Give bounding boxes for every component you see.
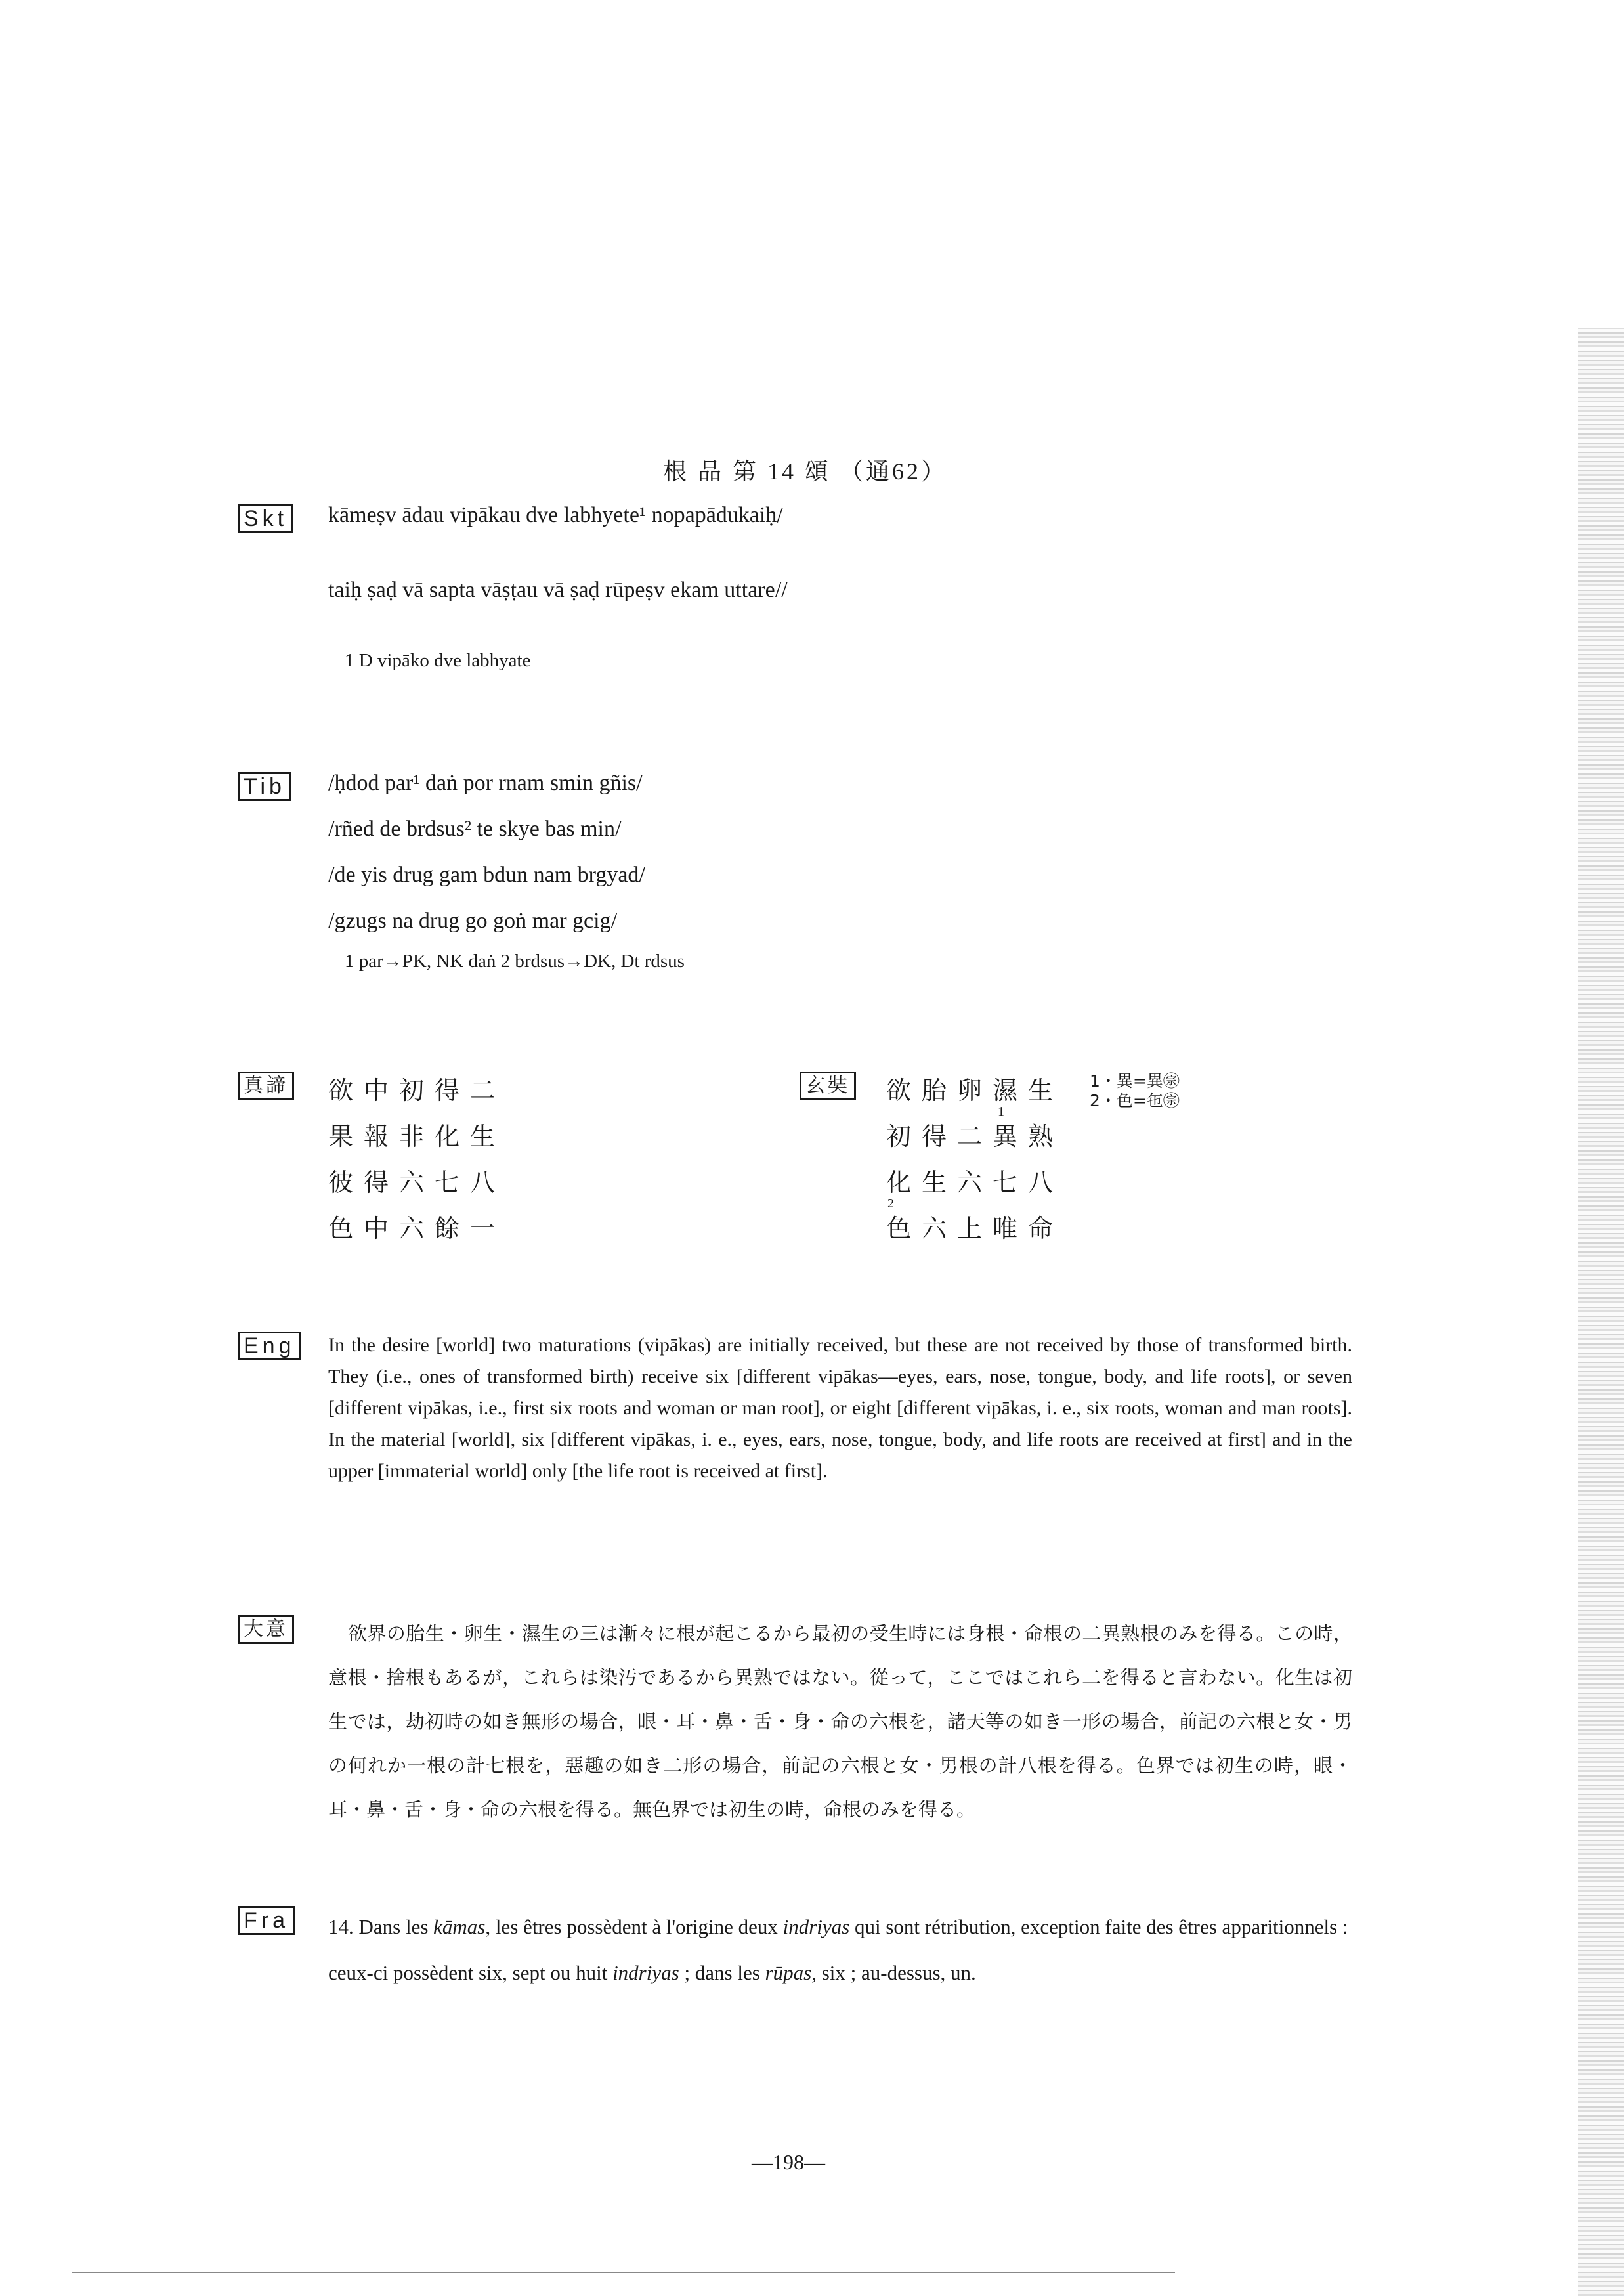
shintai-label: 真諦 <box>238 1072 294 1100</box>
eng-paragraph: In the desire [world] two maturations (vipākas) are initially received, but these are not received by those of transformed birth. They (i.e., ones of transformed birth) receive six [different vipākas—eyes, ears, nose, tongue, body, and life roots], or seven [different vipākas, i.e., first six roots and woman or man root], or eight [different vipākas, i. e., six roots, woman and man roots]. In the material [world], six [different vipākas, i. e., eyes, ears, nose, tongue, body, and life roots are received at first] and in the upper [immaterial world] only [the life root is received at first]. <box>328 1334 1352 1482</box>
tib-label: Tib <box>238 772 291 801</box>
genjo-note-2: 2・色=㐌㊪ <box>1090 1091 1180 1110</box>
shintai-line-4: 色中六餘一 <box>328 1214 506 1243</box>
tib-footnote: 1 par→PK, NK daṅ 2 brdsus→DK, Dt rdsus <box>345 951 685 972</box>
section-heading: 根 品 第 14 頌 （通62） <box>663 458 948 485</box>
scan-edge-shadow <box>1578 328 1624 2296</box>
tib-line-2: /rñed de brdsus² te skye bas min/ <box>328 817 622 841</box>
skt-label: Skt <box>238 504 293 533</box>
genjo-line-3: 化生六七八 <box>886 1168 1064 1197</box>
shintai-line-3: 彼得六七八 <box>328 1168 506 1197</box>
genjo-superscript-1: 1 <box>998 1104 1004 1119</box>
shintai-label-box <box>238 1072 294 1100</box>
skt-footnote: 1 D vipāko dve labhyate <box>345 650 531 671</box>
genjo-label-box <box>800 1072 856 1100</box>
fra-term-indriyas-1: indriyas <box>782 1915 850 1938</box>
fra-text-5: , six ; au-dessus, un. <box>811 1961 976 1984</box>
page-number: —198— <box>752 2150 825 2174</box>
tib-line-1: /ḥdod par¹ daṅ por rnam smin gñis/ <box>328 771 643 795</box>
fra-text-4: ; dans les <box>679 1961 765 1984</box>
fra-text-1: 14. Dans les <box>328 1915 434 1938</box>
bottom-rule <box>72 2272 1175 2273</box>
taii-label: 大意 <box>238 1615 294 1644</box>
fra-text-2: , les êtres possèdent à l'origine deux <box>485 1915 783 1938</box>
skt-label-box <box>238 504 293 533</box>
tib-label-box <box>238 772 291 801</box>
genjo-note-1: 1・異=異㊪ <box>1090 1072 1180 1091</box>
fra-term-indriyas-2: indriyas <box>612 1961 679 1984</box>
genjo-line-4: 色六上唯命 <box>886 1214 1064 1243</box>
tib-line-3: /de yis drug gam bdun nam brgyad/ <box>328 863 645 887</box>
taii-paragraph: 欲界の胎生・卵生・濕生の三は漸々に根が起こるから最初の受生時には身根・命根の二異熟根のみを得る。この時，意根・捨根もあるが，これらは染汚であるから異熟ではない。從って，ここではこれら二を得ると言わない。化生は初生では，劫初時の如き無形の場合，眼・耳・鼻・舌・身・命の六根を，諸天等の如き一形の場合，前記の六根と女・男の何れか一根の計七根を，惡趣の如き二形の場合，前記の六根と女・男根の計八根を得る。色界では初生の時，眼・耳・鼻・舌・身・命の六根を得る。無色界では初生の時，命根のみを得る。 <box>328 1622 1352 1821</box>
genjo-line-2: 初得二異熟 <box>886 1122 1064 1151</box>
skt-line-2: taiḥ ṣaḍ vā sapta vāṣṭau vā ṣaḍ rūpeṣv ekam uttare// <box>328 578 788 602</box>
skt-line-1: kāmeṣv ādau vipākau dve labhyete¹ nopapādukaiḥ/ <box>328 503 783 527</box>
shintai-line-2: 果報非化生 <box>328 1122 506 1151</box>
fra-term-rupas: rūpas <box>765 1961 812 1984</box>
tib-line-4: /gzugs na drug go goṅ mar gcig/ <box>328 909 618 933</box>
fra-paragraph <box>328 1904 1352 1996</box>
genjo-superscript-2: 2 <box>887 1196 894 1211</box>
fra-label: Fra <box>238 1906 295 1935</box>
genjo-label: 玄奘 <box>800 1072 856 1100</box>
fra-text-3: qui sont rétribution, exception faite des êtres apparitionnels : ceux-ci possèdent six, sept ou huit <box>328 1915 1348 1984</box>
eng-label: Eng <box>238 1332 301 1360</box>
taii-label-box <box>238 1615 294 1644</box>
fra-term-kamas: kāmas <box>433 1915 486 1938</box>
genjo-line-1: 欲胎卵濕生 <box>886 1076 1064 1105</box>
fra-label-box <box>238 1906 295 1935</box>
eng-label-box <box>238 1332 301 1360</box>
shintai-line-1: 欲中初得二 <box>328 1076 506 1105</box>
